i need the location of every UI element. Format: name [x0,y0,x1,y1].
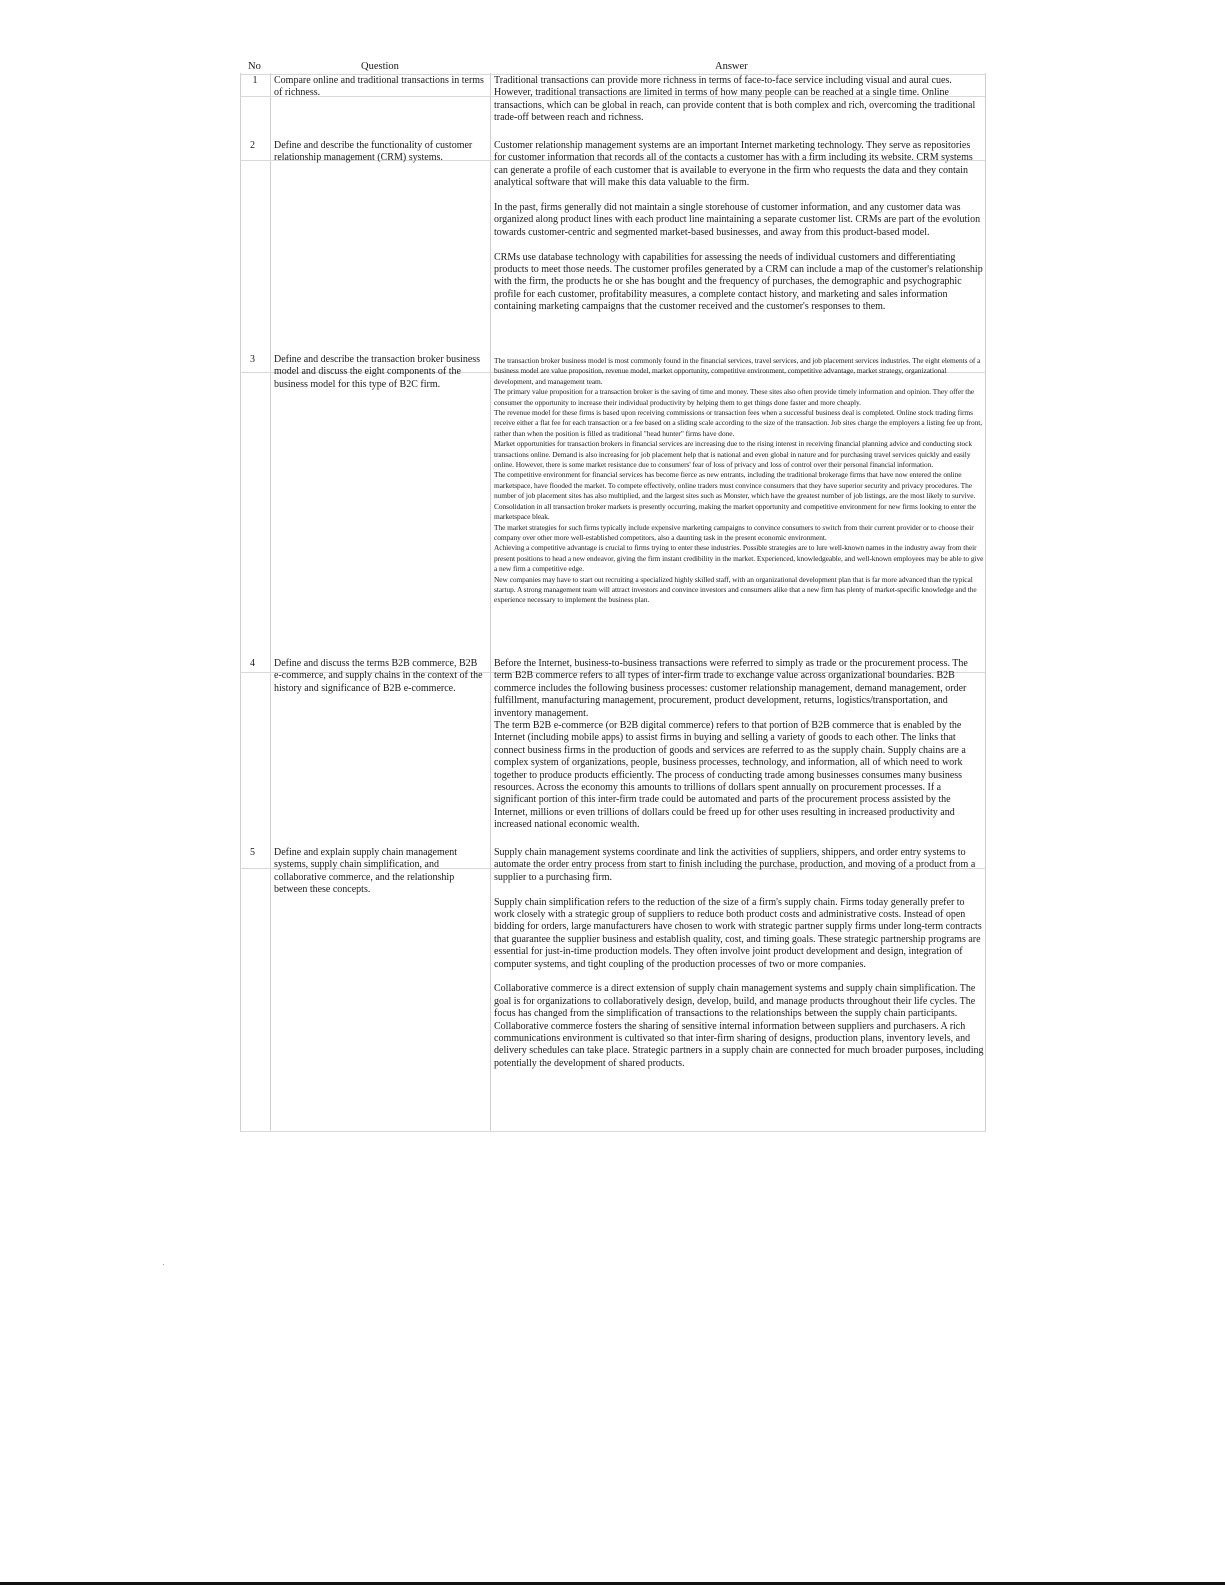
answer-paragraph: Customer relationship management systems are an important Internet marketing technology. They serve as repositories for customer information that records all of the contacts a customer has with a firm including its website. CRM systems can generate a profile of each customer that is available to everyone in the firm who requests the data and they contain analytical software that will make this data valuable to the firm. [494,140,973,189]
row-number: 1 [252,75,258,86]
answer-paragraph: The revenue model for these firms is based upon receiving commissions or transaction fees when a successful business deal is completed. Online stock trading firms receive either a flat fee for each transaction or a fee based on a sliding scale according to the size of the transaction. Job sites charge the employers a listing fee up front, rather than when the position is filled as traditional "head hunter" firms have done. [494,408,983,438]
row-answer [494,140,984,314]
row-question: Define and discuss the terms B2B commerce, B2B e-commerce, and supply chains in the context of the history and significance of B2B e-commerce. [274,658,483,694]
answer-paragraph: The competitive environment for financial services has become fierce as new entrants, including the traditional brokerage firms that have now entered the online marketspace, have flooded the market. To compete effectively, online traders must convince consumers that they have superior security and privacy procedures. The number of job placement sites has also multiplied, and the largest sites such as Monster, which have the greatest number of job listings, are the most likely to survive. Consolidation in all transaction broker markets is presently occurring, making the market opportunity and competitive environment for new firms looking to enter the marketspace bleak. [494,470,977,522]
header-no: No [248,61,261,72]
row-number: 2 [250,140,255,151]
row-question: Define and explain supply chain management systems, supply chain simplification, and collaborative commerce, and the relationship between these concepts. [274,847,457,896]
grid-line [270,73,271,1132]
grid-line [240,73,241,1132]
row-answer [494,75,984,125]
answer-paragraph: Achieving a competitive advantage is crucial to firms trying to enter these industries. Possible strategies are to lure well-known names in the industry away from their present positions to head a new endeavor, giving the firm instant credibility in the market. Experienced, knowledgeable, and well-known employees may be able to give a new firm a competitive edge. [494,543,984,574]
row-number: 4 [250,658,255,669]
answer-paragraph: Collaborative commerce is a direct extension of supply chain management systems and supply chain simplification. The goal is for organizations to collaboratively design, develop, build, and manage products throughout their life cycles. The focus has changed from the simplification of transactions to the relationships between the supply chain participants. Collaborative commerce fosters the sharing of sensitive internal information between suppliers and purchasers. A rich communications environment is cultivated so that inter-firm sharing of designs, production plans, inventory levels, and delivery schedules can take place. Strategic partners in a supply chain are connected for much broader purposes, including potentially the development of shared products. [494,983,984,1069]
answer-paragraph: The term B2B e-commerce (or B2B digital commerce) refers to that portion of B2B commerce that is enabled by the Internet (including mobile apps) to assist firms in buying and selling a variety of goods to each other. The links that connect business firms in the production of goods and services are referred to as the supply chain. Supply chains are a complex system of organizations, people, business processes, technology, and information, all of which need to work together to produce products efficiently. The process of conducting trade among businesses consumes many business resources. Across the economy this amounts to trillions of dollars spent annually on procurement processes. If a significant portion of this inter-firm trade could be automated and parts of the procurement process assisted by the Internet, millions or even trillions of dollars could be freed up for other uses resulting in increased productivity and increased national economic wealth. [494,720,966,831]
answer-paragraph: Supply chain management systems coordinate and link the activities of suppliers, shippers, and order entry systems to automate the order entry process from start to finish including the purchase, production, and moving of a product from a supplier to a purchasing firm. [494,847,976,883]
qa-table [240,60,986,1132]
row-number: 5 [250,847,255,858]
answer-paragraph: New companies may have to start out recruiting a specialized highly skilled staff, with an organizational development plan that is far more advanced than the typical startup. A strong management team will attract investors and convince investors and consumers alike that a new firm has plenty of market-specific knowledge and the experience necessary to implement the business plan. [494,574,977,605]
row-question: Define and describe the functionality of customer relationship management (CRM) systems. [274,140,473,164]
answer-paragraph: Supply chain simplification refers to the reduction of the size of a firm's supply chain. Firms today generally prefer to work closely with a strategic group of suppliers to reduce both product costs and administrative costs. Instead of open bidding for orders, large manufacturers have chosen to work with strategic partner supply firms under long-term contracts that guarantee the supplier business and establish quality, cost, and timing goals. These strategic partnership programs are essential for just-in-time production models. They often involve joint product development and design, integration of computer systems, and tight coupling of the production processes of two or more companies. [494,896,982,970]
grid-line [985,73,986,1132]
answer-paragraph: The primary value proposition for a transaction broker is the saving of time and money. These sites also often provide timely information and opinion. They offer the consumer the opportunity to increase their individual productivity by helping them to get things done faster and more cheaply. [494,387,975,407]
row-answer [494,356,984,606]
row-number: 3 [250,354,255,365]
answer-paragraph: The transaction broker business model is most commonly found in the financial services, travel services, and job placement services industries. The eight elements of a business model are value proposition, revenue model, market opportunity, competitive environment, competitive advantage, market strategy, organizational development, and management team. [494,356,981,386]
header-answer: Answer [715,61,748,72]
row-answer [494,658,984,832]
row-question: Define and describe the transaction broker business model and discuss the eight components of the business model for this type of B2C firm. [274,354,481,390]
grid-line [240,1131,986,1132]
answer-paragraph: Traditional transactions can provide more richness in terms of face-to-face service including visual and aural cues. However, traditional transactions are limited in terms of how many people can be reached at a single time. Online transactions, which can be global in reach, can provide content that is both complex and rich, overcoming the traditional trade-off between reach and richness. [494,75,976,124]
answer-paragraph: In the past, firms generally did not maintain a single storehouse of customer information, and any customer data was organized along product lines with each product line maintaining a separate customer list. CRMs are part of the evolution towards customer-centric and segmented market-based businesses, and away from this product-based model. [494,202,981,238]
header-question: Question [361,61,399,72]
stray-mark [163,1264,164,1265]
row-question: Compare online and traditional transactions in terms of richness. [274,75,484,99]
answer-paragraph: Before the Internet, business-to-business transactions were referred to simply as trade or the procurement process. The term B2B commerce refers to all types of inter-firm trade to exchange value across organizational boundaries. B2B commerce includes the following business processes: customer relationship management, demand management, order fulfillment, manufacturing management, procurement, product development, returns, logistics/transportation, and inventory management. [494,658,968,719]
row-answer [494,847,984,1070]
answer-paragraph: The market strategies for such firms typically include expensive marketing campaigns to convince consumers to switch from their current provider or to choose their company over other more well-established competitors, also a daunting task in the present economic environment. [494,522,974,542]
grid-line [490,73,491,1132]
answer-paragraph: Market opportunities for transaction brokers in financial services are increasing due to the rising interest in receiving financial planning advice and conducting stock transactions online. Demand is also increasing for job placement help that is national and even global in nature and for purchasing travel services quickly and easily online. However, there is some market resistance due to consumers' fear of loss of privacy and loss of control over their personal financial information. [494,439,972,470]
answer-paragraph: CRMs use database technology with capabilities for assessing the needs of individual customers and differentiating products to meet those needs. The customer profiles generated by a CRM can include a map of the customer's relationship with the firm, the products he or she has bought and the frequency of purchases, the demographic and psychographic profile for each customer, profitability measures, a complete contact history, and marketing and sales information containing marketing campaigns that the customer received and the customer's responses to them. [494,251,983,313]
